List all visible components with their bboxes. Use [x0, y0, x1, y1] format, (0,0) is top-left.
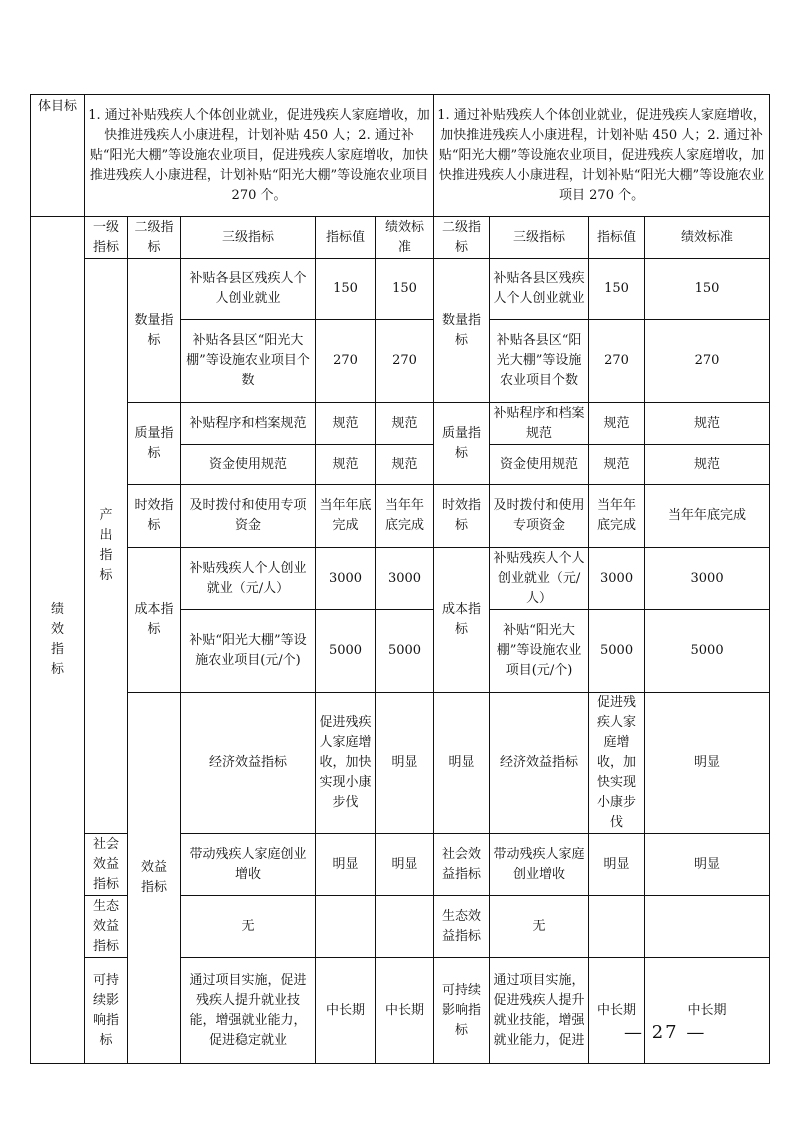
- q2-level3-right: 补贴各县区“阳光大棚”等设施农业项目个数: [490, 320, 589, 403]
- q2-value: 270: [316, 320, 376, 403]
- cat-timeliness: 时效指标: [128, 485, 181, 548]
- header-level2: 二级指标: [128, 217, 181, 259]
- ql2-level3-right: 资金使用规范: [490, 445, 589, 485]
- ql1-value: 规范: [316, 403, 376, 445]
- ql1-value-right: 规范: [589, 403, 645, 445]
- q2-value-right: 270: [589, 320, 645, 403]
- goal-text-left: 1. 通过补贴残疾人个体创业就业，促进残疾人家庭增收，加快推进残疾人小康进程，计划补贴 450 人；2. 通过补贴“阳光大棚”等设施农业项目，促进残疾人家庭增收，加快推进残疾人小康进程，计划补贴“阳光大棚”等设施农业项目 270 个。: [85, 95, 434, 217]
- c1-standard-right: 3000: [645, 548, 770, 610]
- eco1-standard-right: [645, 896, 770, 958]
- header-value-right: 指标值: [589, 217, 645, 259]
- q1-value: 150: [316, 259, 376, 320]
- ql2-value: 规范: [316, 445, 376, 485]
- t1-level3: 及时拨付和使用专项资金: [181, 485, 316, 548]
- ql2-standard: 规范: [376, 445, 434, 485]
- c2-level3-right: 补贴“阳光大棚”等设施农业项目(元/个): [490, 610, 589, 693]
- cat-social: 社会效益指标: [85, 834, 128, 896]
- cat-economic: 经济效益指标: [181, 693, 316, 834]
- cat-quality-right: 质量指标: [434, 403, 490, 485]
- t1-value: 当年年底完成: [316, 485, 376, 548]
- c1-value-right: 3000: [589, 548, 645, 610]
- cat-ecological: 生态效益指标: [85, 896, 128, 958]
- header-standard-right: 绩效标准: [645, 217, 770, 259]
- eco1-value: [316, 896, 376, 958]
- cat-quantity: 数量指标: [128, 259, 181, 403]
- cat-sustainable-right: 可持续影响指标: [434, 958, 490, 1064]
- eco1-value-right: [589, 896, 645, 958]
- cat-quality: 质量指标: [128, 403, 181, 485]
- goal-text-right: 1. 通过补贴残疾人个体创业就业，促进残疾人家庭增收，加快推进残疾人小康进程，计划补贴 450 人；2. 通过补贴“阳光大棚”等设施农业项目，促进残疾人家庭增收，加快推进残疾人小康进程，计划补贴“阳光大棚”等设施农业项目 270 个。: [434, 95, 770, 217]
- c1-level3: 补贴残疾人个人创业就业（元/人）: [181, 548, 316, 610]
- eco1-level3: 无: [181, 896, 316, 958]
- ql1-standard: 规范: [376, 403, 434, 445]
- q1-level3-right: 补贴各县区残疾人个人创业就业: [490, 259, 589, 320]
- header-level3-right: 三级指标: [490, 217, 589, 259]
- sus1-standard-right: 中长期: [645, 958, 770, 1064]
- q2-standard-right: 270: [645, 320, 770, 403]
- group-benefit-label: 效益指标: [128, 693, 181, 1064]
- c1-standard: 3000: [376, 548, 434, 610]
- ql1-level3-right: 补贴程序和档案规范: [490, 403, 589, 445]
- t1-standard: 当年年底完成: [376, 485, 434, 548]
- e1-level3-right: 促进残疾人家庭增收，加快实现小康步伐: [589, 693, 645, 834]
- c2-standard: 5000: [376, 610, 434, 693]
- ql1-level3: 补贴程序和档案规范: [181, 403, 316, 445]
- q1-value-right: 150: [589, 259, 645, 320]
- q2-standard: 270: [376, 320, 434, 403]
- performance-table: [30, 94, 770, 1064]
- q1-level3: 补贴各县区残疾人个人创业就业: [181, 259, 316, 320]
- s1-value-right: 明显: [589, 834, 645, 896]
- e1-value: 明显: [376, 693, 434, 834]
- e1-standard: 明显: [434, 693, 490, 834]
- s1-standard: 明显: [376, 834, 434, 896]
- s1-level3: 带动残疾人家庭创业增收: [181, 834, 316, 896]
- c2-standard-right: 5000: [645, 610, 770, 693]
- cat-cost: 成本指标: [128, 548, 181, 693]
- sus1-value-right: 中长期: [589, 958, 645, 1064]
- sus1-value: 中长期: [316, 958, 376, 1064]
- q2-level3: 补贴各县区“阳光大棚”等设施农业项目个数: [181, 320, 316, 403]
- sus1-level3: 通过项目实施，促进残疾人提升就业技能，增强就业能力，促进稳定就业: [181, 958, 316, 1064]
- t1-value-right: 当年年底完成: [589, 485, 645, 548]
- cat-timeliness-right: 时效指标: [434, 485, 490, 548]
- cat-sustainable: 可持续影响指标: [85, 958, 128, 1064]
- c2-value-right: 5000: [589, 610, 645, 693]
- goal-label: 体目标: [31, 95, 85, 217]
- t1-level3-right: 及时拨付和使用专项资金: [490, 485, 589, 548]
- q1-standard-right: 150: [645, 259, 770, 320]
- s1-value: 明显: [316, 834, 376, 896]
- e1-level3: 促进残疾人家庭增收，加快实现小康步伐: [316, 693, 376, 834]
- c1-level3-right: 补贴残疾人个人创业就业（元/人）: [490, 548, 589, 610]
- ql1-standard-right: 规范: [645, 403, 770, 445]
- q1-standard: 150: [376, 259, 434, 320]
- ql2-standard-right: 规范: [645, 445, 770, 485]
- e1-value-right: 明显: [645, 693, 770, 834]
- header-level1: 一级指标: [85, 217, 128, 259]
- cat-social-right: 社会效益指标: [434, 834, 490, 896]
- header-level2-right: 二级指标: [434, 217, 490, 259]
- eco1-standard: [376, 896, 434, 958]
- header-level3: 三级指标: [181, 217, 316, 259]
- c1-value: 3000: [316, 548, 376, 610]
- header-standard-left: 绩效标准: [376, 217, 434, 259]
- s1-level3-right: 带动残疾人家庭创业增收: [490, 834, 589, 896]
- cat-quantity-right: 数量指标: [434, 259, 490, 403]
- perf-indicator-label: 绩效指标: [31, 217, 85, 1064]
- t1-standard-right: 当年年底完成: [645, 485, 770, 548]
- ql2-level3: 资金使用规范: [181, 445, 316, 485]
- ql2-value-right: 规范: [589, 445, 645, 485]
- c2-level3: 补贴“阳光大棚”等设施农业项目(元/个): [181, 610, 316, 693]
- header-value: 指标值: [316, 217, 376, 259]
- cat-economic-right: 经济效益指标: [490, 693, 589, 834]
- cat-cost-right: 成本指标: [434, 548, 490, 693]
- group-output-label: 产出指标: [85, 259, 128, 834]
- sus1-standard: 中长期: [376, 958, 434, 1064]
- eco1-level3-right: 无: [490, 896, 589, 958]
- sus1-level3-right: 通过项目实施，促进残疾人提升就业技能，增强就业能力，促进: [490, 958, 589, 1064]
- c2-value: 5000: [316, 610, 376, 693]
- s1-standard-right: 明显: [645, 834, 770, 896]
- page-number: — 27 —: [624, 1022, 707, 1043]
- cat-ecological-right: 生态效益指标: [434, 896, 490, 958]
